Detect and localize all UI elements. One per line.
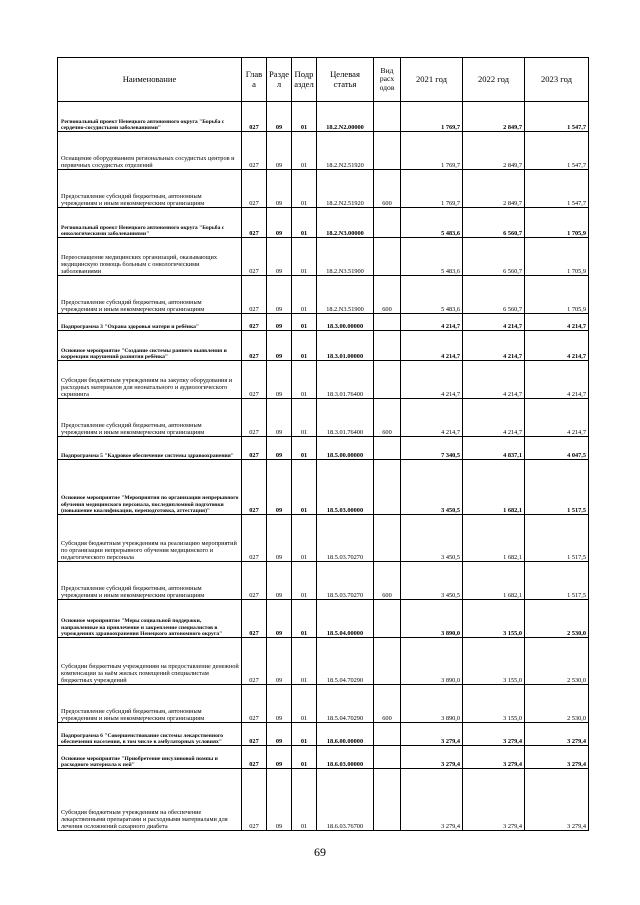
cell-y2021: 3 279,4 xyxy=(401,746,463,769)
cell-y2022: 6 560,7 xyxy=(463,208,525,238)
cell-name: Основное мероприятие "Приобретение инсулиновой помпы и расходного материала к ней" xyxy=(58,746,242,769)
cell-vid xyxy=(374,208,401,238)
cell-y2023: 1 517,5 xyxy=(525,562,589,600)
table-row xyxy=(58,515,589,562)
cell-celevaya: 18.5.03.70270 xyxy=(317,515,374,562)
cell-vid xyxy=(374,746,401,769)
cell-razdel: 09 xyxy=(267,170,292,208)
table-row xyxy=(58,276,589,314)
cell-y2023: 4 214,7 xyxy=(525,399,589,437)
table-body xyxy=(58,102,589,831)
cell-y2021: 4 214,7 xyxy=(401,399,463,437)
cell-celevaya: 18.2.N2.00000 xyxy=(317,102,374,132)
cell-podrazdel: 01 xyxy=(292,769,317,831)
cell-y2022: 4 837,1 xyxy=(463,437,525,460)
cell-razdel: 09 xyxy=(267,437,292,460)
header-2023: 2023 год xyxy=(525,58,589,102)
cell-y2023: 1 705,9 xyxy=(525,208,589,238)
cell-vid xyxy=(374,723,401,746)
cell-y2022: 4 214,7 xyxy=(463,331,525,361)
cell-name: Предоставление субсидий бюджетным, автономным учреждениям и иным некоммерческим организациям xyxy=(58,562,242,600)
table-row xyxy=(58,769,589,831)
cell-glava: 027 xyxy=(242,132,267,170)
cell-y2021: 3 450,5 xyxy=(401,460,463,515)
header-glava: Глав а xyxy=(242,58,267,102)
cell-name: Переоснащение медицинских организаций, оказывающих медицинскую помощь больным с онкологическими заболеваниями xyxy=(58,238,242,276)
cell-vid xyxy=(374,515,401,562)
table-row xyxy=(58,132,589,170)
table-row xyxy=(58,685,589,723)
cell-y2022: 3 155,0 xyxy=(463,638,525,685)
cell-razdel: 09 xyxy=(267,638,292,685)
cell-y2023: 1 547,7 xyxy=(525,170,589,208)
cell-name: Региональный проект Ненецкого автономного округа "Борьба с сердечно-сосудистыми заболеваниями" xyxy=(58,102,242,132)
cell-y2023: 1 547,7 xyxy=(525,102,589,132)
cell-y2023: 4 214,7 xyxy=(525,361,589,399)
cell-name: Субсидия бюджетным учреждениям на обеспечение лекарственными препаратами и расходными материалами для лечения осложнений сахарного диабета xyxy=(58,769,242,831)
table-row xyxy=(58,399,589,437)
cell-vid xyxy=(374,600,401,638)
cell-y2023: 1 705,9 xyxy=(525,238,589,276)
cell-razdel: 09 xyxy=(267,314,292,331)
table-row xyxy=(58,460,589,515)
cell-celevaya: 18.5.04.70290 xyxy=(317,638,374,685)
cell-glava: 027 xyxy=(242,276,267,314)
cell-y2022: 6 560,7 xyxy=(463,238,525,276)
cell-podrazdel: 01 xyxy=(292,460,317,515)
page-number: 69 xyxy=(314,845,326,859)
cell-podrazdel: 01 xyxy=(292,638,317,685)
cell-y2021: 4 214,7 xyxy=(401,361,463,399)
cell-y2022: 4 214,7 xyxy=(463,361,525,399)
cell-glava: 027 xyxy=(242,314,267,331)
cell-y2022: 4 214,7 xyxy=(463,399,525,437)
cell-podrazdel: 01 xyxy=(292,314,317,331)
cell-podrazdel: 01 xyxy=(292,746,317,769)
cell-name: Предоставление субсидий бюджетным, автономным учреждениям и иным некоммерческим организациям xyxy=(58,276,242,314)
cell-celevaya: 18.6.03.76700 xyxy=(317,769,374,831)
cell-y2023: 1 517,5 xyxy=(525,515,589,562)
header-2022: 2022 год xyxy=(463,58,525,102)
cell-y2022: 3 279,4 xyxy=(463,769,525,831)
cell-podrazdel: 01 xyxy=(292,399,317,437)
header-podrazdel: Подр аздел xyxy=(292,58,317,102)
cell-razdel: 09 xyxy=(267,685,292,723)
budget-table xyxy=(57,57,589,831)
cell-celevaya: 18.6.00.00000 xyxy=(317,723,374,746)
cell-name: Основное мероприятие "Меры социальной поддержки, направленные на привлечение и закрепление специалистов в учреждениях здравоохранения Ненецкого автономного округа" xyxy=(58,600,242,638)
cell-y2023: 4 214,7 xyxy=(525,331,589,361)
cell-y2023: 1 517,5 xyxy=(525,460,589,515)
cell-razdel: 09 xyxy=(267,746,292,769)
header-vid: Вид расх одов xyxy=(374,58,401,102)
cell-name: Субсидия бюджетным учреждениям на реализацию мероприятий по организации непрерывного обучения медицинского и педагогического персонала xyxy=(58,515,242,562)
cell-glava: 027 xyxy=(242,331,267,361)
cell-razdel: 09 xyxy=(267,102,292,132)
cell-name: Предоставление субсидий бюджетным, автономным учреждениям и иным некоммерческим организациям xyxy=(58,170,242,208)
cell-razdel: 09 xyxy=(267,600,292,638)
cell-vid xyxy=(374,361,401,399)
cell-podrazdel: 01 xyxy=(292,437,317,460)
cell-razdel: 09 xyxy=(267,562,292,600)
cell-celevaya: 18.5.04.00000 xyxy=(317,600,374,638)
cell-name: Подпрограмма 3 "Охрана здоровья матери и ребёнка" xyxy=(58,314,242,331)
cell-glava: 027 xyxy=(242,170,267,208)
cell-celevaya: 18.2.N2.51920 xyxy=(317,132,374,170)
cell-vid xyxy=(374,238,401,276)
cell-razdel: 09 xyxy=(267,238,292,276)
table-row xyxy=(58,238,589,276)
cell-y2022: 1 682,1 xyxy=(463,460,525,515)
table-row xyxy=(58,208,589,238)
cell-celevaya: 18.2.N3.51900 xyxy=(317,276,374,314)
cell-celevaya: 18.3.01.76400 xyxy=(317,399,374,437)
cell-y2022: 6 560,7 xyxy=(463,276,525,314)
cell-y2022: 3 279,4 xyxy=(463,723,525,746)
cell-y2023: 4 214,7 xyxy=(525,314,589,331)
cell-celevaya: 18.3.01.00000 xyxy=(317,331,374,361)
cell-y2023: 4 047,5 xyxy=(525,437,589,460)
cell-celevaya: 18.6.03.00000 xyxy=(317,746,374,769)
cell-name: Подпрограмма 6 "Совершенствование системы лекарственного обеспечения населения, в том числе в амбулаторных условиях" xyxy=(58,723,242,746)
cell-y2022: 1 682,1 xyxy=(463,515,525,562)
cell-podrazdel: 01 xyxy=(292,276,317,314)
cell-y2022: 3 155,0 xyxy=(463,600,525,638)
cell-podrazdel: 01 xyxy=(292,238,317,276)
cell-glava: 027 xyxy=(242,638,267,685)
cell-vid xyxy=(374,769,401,831)
table-row xyxy=(58,314,589,331)
cell-razdel: 09 xyxy=(267,399,292,437)
cell-glava: 027 xyxy=(242,746,267,769)
table-row xyxy=(58,170,589,208)
cell-y2023: 1 705,9 xyxy=(525,276,589,314)
cell-vid: 600 xyxy=(374,170,401,208)
cell-celevaya: 18.5.00.00000 xyxy=(317,437,374,460)
cell-razdel: 09 xyxy=(267,208,292,238)
cell-y2023: 2 530,0 xyxy=(525,638,589,685)
table-row xyxy=(58,638,589,685)
cell-glava: 027 xyxy=(242,437,267,460)
cell-y2021: 3 890,0 xyxy=(401,638,463,685)
cell-y2023: 2 530,0 xyxy=(525,600,589,638)
cell-glava: 027 xyxy=(242,208,267,238)
cell-y2021: 4 214,7 xyxy=(401,331,463,361)
cell-vid xyxy=(374,331,401,361)
cell-y2021: 5 483,6 xyxy=(401,208,463,238)
cell-podrazdel: 01 xyxy=(292,562,317,600)
cell-razdel: 09 xyxy=(267,331,292,361)
cell-celevaya: 18.3.00.00000 xyxy=(317,314,374,331)
cell-y2021: 3 279,4 xyxy=(401,769,463,831)
cell-glava: 027 xyxy=(242,723,267,746)
header-2021: 2021 год xyxy=(401,58,463,102)
cell-y2021: 7 340,5 xyxy=(401,437,463,460)
cell-celevaya: 18.3.01.76400 xyxy=(317,361,374,399)
cell-glava: 027 xyxy=(242,102,267,132)
cell-vid xyxy=(374,638,401,685)
cell-celevaya: 18.2.N3.51900 xyxy=(317,238,374,276)
cell-razdel: 09 xyxy=(267,515,292,562)
cell-y2022: 3 279,4 xyxy=(463,746,525,769)
cell-y2021: 1 769,7 xyxy=(401,132,463,170)
cell-podrazdel: 01 xyxy=(292,102,317,132)
cell-razdel: 09 xyxy=(267,132,292,170)
cell-name: Оснащение оборудованием региональных сосудистых центров и первичных сосудистых отделений xyxy=(58,132,242,170)
cell-vid xyxy=(374,437,401,460)
cell-glava: 027 xyxy=(242,562,267,600)
cell-glava: 027 xyxy=(242,769,267,831)
cell-podrazdel: 01 xyxy=(292,208,317,238)
cell-y2021: 3 890,0 xyxy=(401,600,463,638)
cell-podrazdel: 01 xyxy=(292,515,317,562)
header-celevaya: Целевая статья xyxy=(317,58,374,102)
table-row xyxy=(58,331,589,361)
cell-vid: 600 xyxy=(374,399,401,437)
cell-name: Субсидия бюджетным учреждениям на закупку оборудования и расходных материалов для неонатального и аудиологического скрининга xyxy=(58,361,242,399)
cell-name: Основное мероприятие "Создание системы раннего выявления и коррекции нарушений развития ребёнка" xyxy=(58,331,242,361)
cell-y2021: 5 483,6 xyxy=(401,238,463,276)
cell-podrazdel: 01 xyxy=(292,685,317,723)
table-header-row xyxy=(58,58,589,102)
cell-name: Региональный проект Ненецкого автономного округа "Борьба с онкологическими заболеваниями" xyxy=(58,208,242,238)
cell-y2022: 3 155,0 xyxy=(463,685,525,723)
header-razdel: Разде л xyxy=(267,58,292,102)
cell-celevaya: 18.2.N2.51920 xyxy=(317,170,374,208)
cell-vid: 600 xyxy=(374,276,401,314)
cell-glava: 027 xyxy=(242,515,267,562)
cell-y2021: 3 450,5 xyxy=(401,562,463,600)
cell-y2021: 5 483,6 xyxy=(401,276,463,314)
cell-y2022: 2 849,7 xyxy=(463,132,525,170)
table-row xyxy=(58,102,589,132)
cell-podrazdel: 01 xyxy=(292,132,317,170)
cell-y2022: 2 849,7 xyxy=(463,170,525,208)
cell-y2022: 4 214,7 xyxy=(463,314,525,331)
cell-celevaya: 18.5.04.70290 xyxy=(317,685,374,723)
cell-y2021: 4 214,7 xyxy=(401,314,463,331)
table-row xyxy=(58,437,589,460)
table-row xyxy=(58,746,589,769)
cell-glava: 027 xyxy=(242,460,267,515)
cell-vid xyxy=(374,132,401,170)
cell-celevaya: 18.5.03.00000 xyxy=(317,460,374,515)
cell-name: Предоставление субсидий бюджетным, автономным учреждениям и иным некоммерческим организациям xyxy=(58,685,242,723)
cell-razdel: 09 xyxy=(267,276,292,314)
table-row xyxy=(58,723,589,746)
cell-glava: 027 xyxy=(242,685,267,723)
cell-name: Предоставление субсидий бюджетным, автономным учреждениям и иным некоммерческим организациям xyxy=(58,399,242,437)
cell-vid: 600 xyxy=(374,685,401,723)
cell-razdel: 09 xyxy=(267,769,292,831)
cell-razdel: 09 xyxy=(267,723,292,746)
table-row xyxy=(58,600,589,638)
cell-y2021: 1 769,7 xyxy=(401,170,463,208)
cell-y2023: 1 547,7 xyxy=(525,132,589,170)
table-row xyxy=(58,361,589,399)
cell-name: Основное мероприятие "Мероприятия по организации непрерывного обучения медицинского персонала, последипломной подготовки (повышение квалификации, переподготовка, аттестация)" xyxy=(58,460,242,515)
cell-glava: 027 xyxy=(242,399,267,437)
cell-y2023: 3 279,4 xyxy=(525,769,589,831)
cell-podrazdel: 01 xyxy=(292,170,317,208)
cell-vid xyxy=(374,460,401,515)
cell-podrazdel: 01 xyxy=(292,331,317,361)
header-name: Наименование xyxy=(58,58,242,102)
cell-glava: 027 xyxy=(242,600,267,638)
cell-glava: 027 xyxy=(242,361,267,399)
cell-y2023: 3 279,4 xyxy=(525,723,589,746)
cell-razdel: 09 xyxy=(267,361,292,399)
cell-y2021: 1 769,7 xyxy=(401,102,463,132)
cell-y2022: 2 849,7 xyxy=(463,102,525,132)
cell-vid xyxy=(374,102,401,132)
cell-vid xyxy=(374,314,401,331)
cell-celevaya: 18.2.N3.00000 xyxy=(317,208,374,238)
cell-y2021: 3 450,5 xyxy=(401,515,463,562)
cell-podrazdel: 01 xyxy=(292,723,317,746)
cell-razdel: 09 xyxy=(267,460,292,515)
cell-y2022: 1 682,1 xyxy=(463,562,525,600)
table-row xyxy=(58,562,589,600)
cell-name: Субсидии бюджетным учреждениям на предоставление денежной компенсации за наём жилых помещений специалистам бюджетных учреждений xyxy=(58,638,242,685)
cell-y2023: 2 530,0 xyxy=(525,685,589,723)
cell-y2021: 3 890,0 xyxy=(401,685,463,723)
cell-celevaya: 18.5.03.70270 xyxy=(317,562,374,600)
cell-y2023: 3 279,4 xyxy=(525,746,589,769)
cell-podrazdel: 01 xyxy=(292,600,317,638)
cell-y2021: 3 279,4 xyxy=(401,723,463,746)
cell-name: Подпрограмма 5 "Кадровое обеспечение системы здравоохранения" xyxy=(58,437,242,460)
cell-glava: 027 xyxy=(242,238,267,276)
cell-vid: 600 xyxy=(374,562,401,600)
cell-podrazdel: 01 xyxy=(292,361,317,399)
